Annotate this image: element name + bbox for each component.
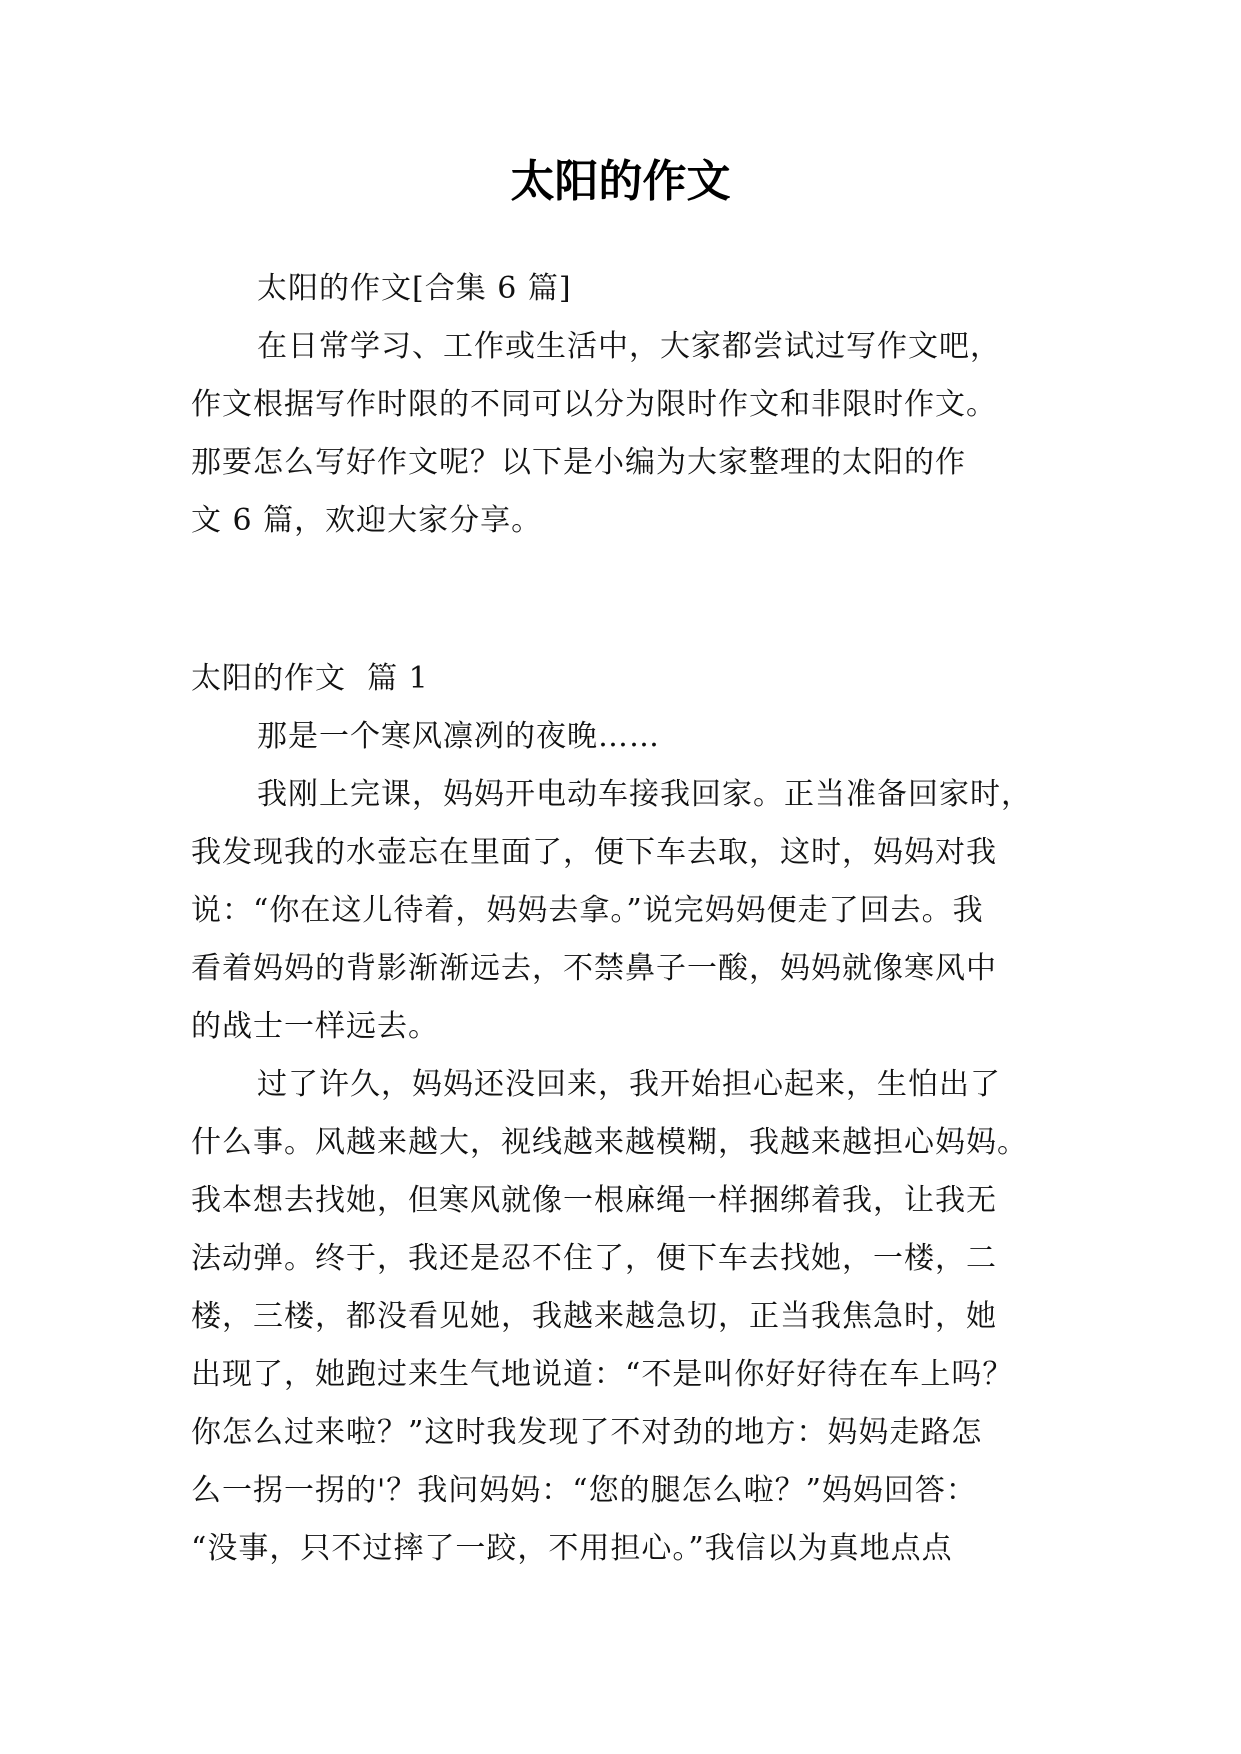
paragraph-line: 法动弹。终于，我还是忍不住了，便下车去找她，一楼，二 xyxy=(191,1241,997,1276)
intro-line: 文 6 篇，欢迎大家分享。 xyxy=(191,503,543,538)
section-heading: 太阳的作文 篇 1 xyxy=(191,661,429,696)
document-body xyxy=(191,260,1051,1578)
paragraph-line: 的战士一样远去。 xyxy=(191,1009,439,1044)
paragraph-line: 出现了，她跑过来生气地说道：“不是叫你好好待在车上吗？ xyxy=(191,1357,1014,1392)
intro-line: 那要怎么写好作文呢？以下是小编为大家整理的太阳的作 xyxy=(191,445,966,480)
paragraph-line: 么一拐一拐的'？我问妈妈：“您的腿怎么啦？”妈妈回答： xyxy=(191,1473,977,1508)
paragraph-line: 我刚上完课，妈妈开电动车接我回家。正当准备回家时， xyxy=(257,777,1032,812)
document-title: 太阳的作文 xyxy=(510,156,731,207)
paragraph-line: 过了许久，妈妈还没回来，我开始担心起来，生怕出了 xyxy=(257,1067,1001,1102)
paragraph-line: 那是一个寒风凛冽的夜晚…… xyxy=(257,719,660,754)
intro-line: 作文根据写作时限的不同可以分为限时作文和非限时作文。 xyxy=(191,387,997,422)
paragraph-line: 我发现我的水壶忘在里面了，便下车去取，这时，妈妈对我 xyxy=(191,835,997,870)
paragraph-line: 什么事。风越来越大，视线越来越模糊，我越来越担心妈妈。 xyxy=(191,1125,1028,1160)
intro-line: 在日常学习、工作或生活中，大家都尝试过写作文吧， xyxy=(257,329,1001,364)
paragraph-line: “没事，只不过摔了一跤，不用担心。”我信以为真地点点 xyxy=(191,1531,953,1566)
paragraph-line: 看着妈妈的背影渐渐远去，不禁鼻子一酸，妈妈就像寒风中 xyxy=(191,951,997,986)
paragraph-line: 你怎么过来啦？”这时我发现了不对劲的地方：妈妈走路怎 xyxy=(191,1415,983,1450)
paragraph-line: 楼，三楼，都没看见她，我越来越急切，正当我焦急时，她 xyxy=(191,1299,997,1334)
paragraph-line: 我本想去找她，但寒风就像一根麻绳一样捆绑着我，让我无 xyxy=(191,1183,997,1218)
paragraph-line: 说：“你在这儿待着，妈妈去拿。”说完妈妈便走了回去。我 xyxy=(191,893,984,928)
section-spacer xyxy=(191,550,1051,650)
intro-subtitle: 太阳的作文[合集 6 篇] xyxy=(257,271,572,306)
